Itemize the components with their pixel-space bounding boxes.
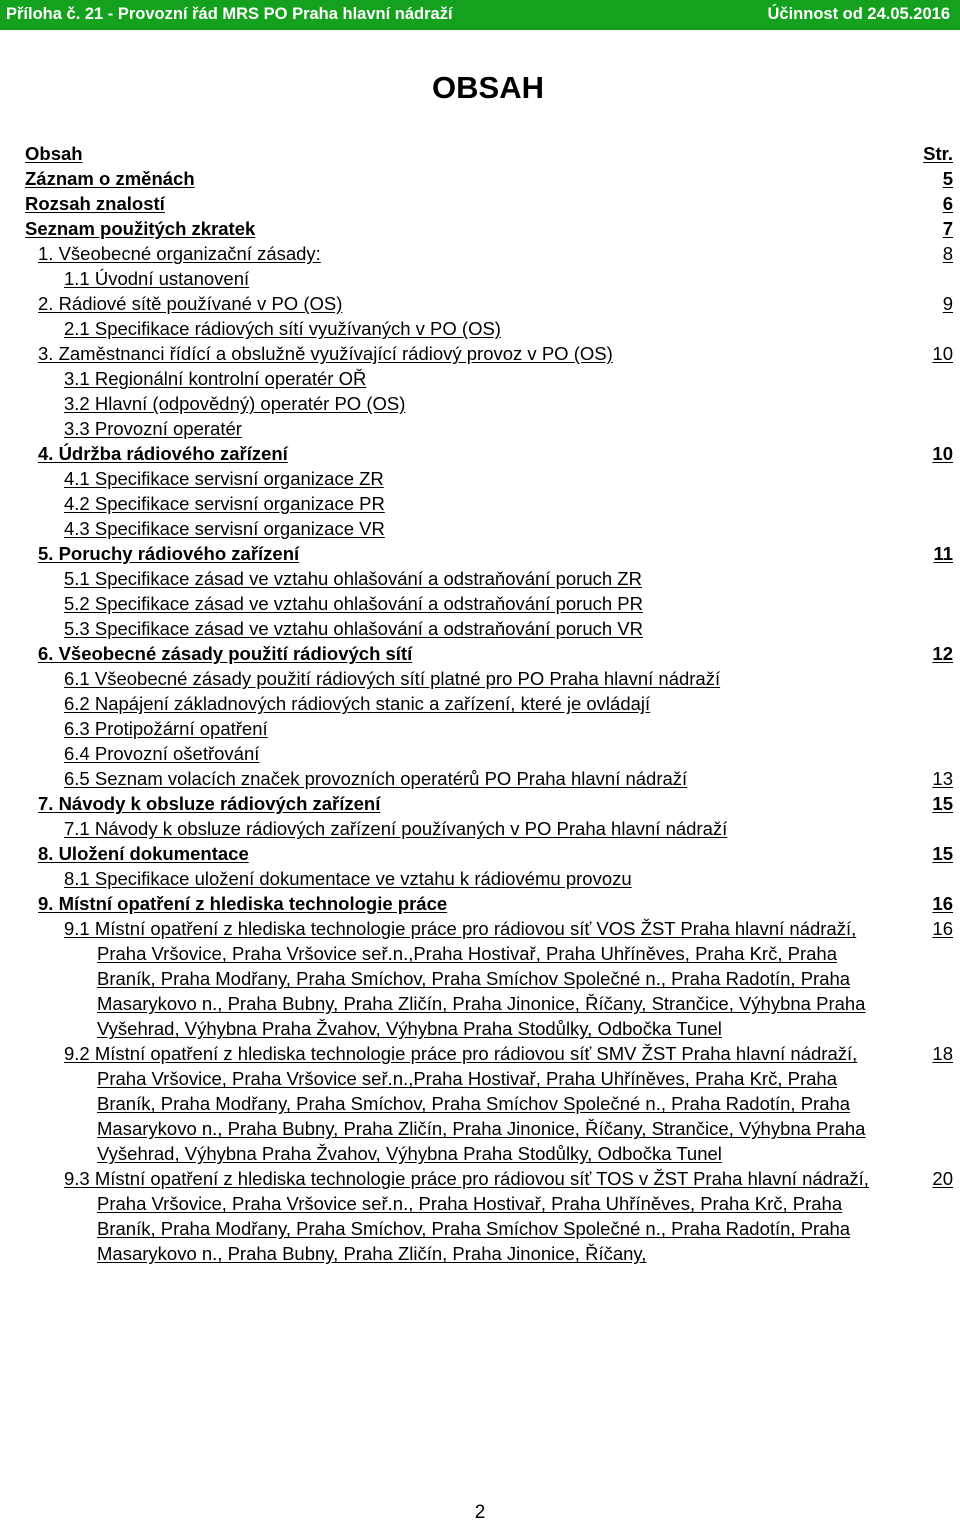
toc-entry-page: 10 — [932, 343, 953, 364]
toc-entry-page: 10 — [932, 443, 953, 464]
toc-entry-page — [893, 691, 953, 716]
toc-entry-title: 3.2 Hlavní (odpovědný) operatér PO (OS) — [64, 393, 406, 414]
header-document-title: Příloha č. 21 - Provozní řád MRS PO Praha hlavní nádraží — [6, 5, 453, 23]
toc-entry-title: 6.5 Seznam volacích značek provozních operatérů PO Praha hlavní nádraží — [64, 768, 688, 789]
toc-entry-page — [893, 716, 953, 741]
toc-entry-title: 6.4 Provozní ošetřování — [64, 743, 260, 764]
toc-entry-page: 18 — [932, 1043, 953, 1064]
toc-entry-page: 15 — [932, 843, 953, 864]
toc-entry-page — [893, 416, 953, 441]
toc-entry[interactable] — [25, 616, 953, 641]
toc-entry-title: Seznam použitých zkratek — [25, 218, 256, 239]
toc-entry-page — [893, 391, 953, 416]
toc-entry[interactable] — [25, 266, 953, 291]
toc-entry-title: Obsah — [25, 143, 83, 164]
toc-entry[interactable] — [25, 716, 953, 741]
toc-entry[interactable] — [25, 591, 953, 616]
toc-entry-page: 13 — [932, 768, 953, 789]
toc-entry-page — [893, 866, 953, 891]
toc-entry-page — [893, 816, 953, 841]
page-number: 2 — [474, 1502, 486, 1523]
toc-entry[interactable] — [25, 691, 953, 716]
toc-entry-page: 20 — [932, 1168, 953, 1189]
toc-entry-page — [893, 266, 953, 291]
toc-entry-title: 5. Poruchy rádiového zařízení — [38, 543, 300, 564]
toc-entry-title: 4. Údržba rádiového zařízení — [38, 443, 288, 464]
toc-entry[interactable] — [25, 366, 953, 391]
toc-entry[interactable] — [25, 541, 953, 566]
toc-entry-title: 3.1 Regionální kontrolní operatér OŘ — [64, 368, 367, 389]
toc-entry[interactable] — [25, 666, 953, 691]
toc-entry-page: 12 — [932, 643, 953, 664]
toc-entry-title: 6. Všeobecné zásady použití rádiových sítí — [38, 643, 413, 664]
toc-entry-page — [893, 616, 953, 641]
toc-entry-title: 6.1 Všeobecné zásady použití rádiových sítí platné pro PO Praha hlavní nádraží — [64, 668, 721, 689]
toc-entry[interactable] — [25, 166, 953, 191]
toc-entry[interactable] — [25, 816, 953, 841]
toc-entry-title: 5.3 Specifikace zásad ve vztahu ohlašování a odstraňování poruch VR — [64, 618, 643, 639]
toc-entry-page: 16 — [932, 918, 953, 939]
toc-entry-page: 6 — [942, 193, 953, 214]
toc-entry-title: 8.1 Specifikace uložení dokumentace ve vztahu k rádiovému provozu — [64, 868, 632, 889]
toc-entry[interactable] — [25, 866, 953, 891]
toc-entry[interactable] — [25, 1166, 953, 1266]
toc-entry-title: 1.1 Úvodní ustanovení — [64, 268, 250, 289]
toc-entry[interactable] — [25, 566, 953, 591]
toc-entry-title: 6.3 Protipožární opatření — [64, 718, 268, 739]
toc-entry-page — [893, 516, 953, 541]
toc-entry-title: 1. Všeobecné organizační zásady: — [38, 243, 321, 264]
toc-entry-page — [893, 491, 953, 516]
toc-entry-page: Str. — [923, 143, 953, 164]
toc-entry-page — [893, 591, 953, 616]
toc-entry-title: 9. Místní opatření z hlediska technologie práce — [38, 893, 448, 914]
toc-entry-title: 5.2 Specifikace zásad ve vztahu ohlašování a odstraňování poruch PR — [64, 593, 643, 614]
toc-entry[interactable] — [25, 141, 953, 166]
toc-entry-title: 8. Uložení dokumentace — [38, 843, 249, 864]
toc-entry-title: 2. Rádiové sítě používané v PO (OS) — [38, 293, 343, 314]
toc-entry-title: 3. Zaměstnanci řídící a obslužně využívající rádiový provoz v PO (OS) — [38, 343, 613, 364]
toc-entry[interactable] — [25, 291, 953, 316]
toc-entry-title: 7.1 Návody k obsluze rádiových zařízení používaných v PO Praha hlavní nádraží — [64, 818, 728, 839]
toc-entry-page: 8 — [942, 243, 953, 264]
toc-entry[interactable] — [25, 491, 953, 516]
toc-entry-title: 9.2 Místní opatření z hlediska technologie práce pro rádiovou síť SMV ŽST Praha hlavní nádraží, Praha Vršovice, Praha Vršovice seř.n.,Praha Hostivař, Praha Uhříněves, Praha Krč, Praha Braník, Praha Modřany, Praha Smíchov, Praha Smíchov Společné n., Praha Radotín, Praha Masarykovo n., Praha Bubny, Praha Zličín, Praha Jinonice, Říčany, Strančice, Výhybna Praha Vyšehrad, Výhybna Praha Žvahov, Výhybna Praha Stodůlky, Odbočka Tunel — [64, 1043, 866, 1164]
document-header-bar — [0, 0, 960, 30]
toc-entry-page — [893, 566, 953, 591]
toc-entry-title: 2.1 Specifikace rádiových sítí využívaných v PO (OS) — [64, 318, 501, 339]
toc-entry[interactable] — [25, 1041, 953, 1166]
toc-entry[interactable] — [25, 841, 953, 866]
toc-entry-page: 9 — [942, 293, 953, 314]
toc-entry-page: 16 — [932, 893, 953, 914]
toc-entry-title: Rozsah znalostí — [25, 193, 165, 214]
toc-entry-page — [893, 366, 953, 391]
toc-entry[interactable] — [25, 391, 953, 416]
toc-entry[interactable] — [25, 766, 953, 791]
toc-entry-title: 4.2 Specifikace servisní organizace PR — [64, 493, 385, 514]
toc-entry-page: 11 — [933, 543, 953, 564]
toc-entry-title: 4.1 Specifikace servisní organizace ZR — [64, 468, 384, 489]
toc-entry[interactable] — [25, 741, 953, 766]
toc-entry-page — [893, 666, 953, 691]
toc-entry-title: 3.3 Provozní operatér — [64, 418, 242, 439]
toc-entry-title: 9.3 Místní opatření z hlediska technologie práce pro rádiovou síť TOS v ŽST Praha hlavní nádraží, Praha Vršovice, Praha Vršovice seř.n., Praha Hostivař, Praha Uhříněves, Praha Krč, Praha Braník, Praha Modřany, Praha Smíchov, Praha Smíchov Společné n., Praha Radotín, Praha Masarykovo n., Praha Bubny, Praha Zličín, Praha Jinonice, Říčany, — [64, 1168, 869, 1264]
header-effective-date: Účinnost od 24.05.2016 — [767, 5, 950, 23]
toc-entry[interactable] — [25, 341, 953, 366]
toc-entry-page: 5 — [942, 168, 953, 189]
toc-entry[interactable] — [25, 416, 953, 441]
toc-entry[interactable] — [25, 441, 953, 466]
toc-entry-title: 5.1 Specifikace zásad ve vztahu ohlašování a odstraňování poruch ZR — [64, 568, 642, 589]
toc-entry-page — [893, 316, 953, 341]
toc-entry[interactable] — [25, 641, 953, 666]
toc-entry[interactable] — [25, 516, 953, 541]
toc-entry[interactable] — [25, 241, 953, 266]
toc-entry-page — [893, 741, 953, 766]
toc-entry-page: 7 — [942, 218, 953, 239]
table-of-contents — [25, 141, 953, 1266]
toc-entry[interactable] — [25, 466, 953, 491]
toc-entry[interactable] — [25, 316, 953, 341]
toc-entry[interactable] — [25, 216, 953, 241]
toc-entry[interactable] — [25, 791, 953, 816]
toc-entry[interactable] — [25, 916, 953, 1041]
toc-entry-title: 9.1 Místní opatření z hlediska technologie práce pro rádiovou síť VOS ŽST Praha hlavní nádraží, Praha Vršovice, Praha Vršovice seř.n.,Praha Hostivař, Praha Uhříněves, Praha Krč, Praha Braník, Praha Modřany, Praha Smíchov, Praha Smíchov Společné n., Praha Radotín, Praha Masarykovo n., Praha Bubny, Praha Zličín, Praha Jinonice, Říčany, Strančice, Výhybna Praha Vyšehrad, Výhybna Praha Žvahov, Výhybna Praha Stodůlky, Odbočka Tunel — [64, 918, 866, 1039]
toc-entry-page: 15 — [932, 793, 953, 814]
toc-entry-title: Záznam o změnách — [25, 168, 195, 189]
toc-entry-title: 7. Návody k obsluze rádiových zařízení — [38, 793, 381, 814]
page-title: OBSAH — [432, 70, 544, 105]
toc-entry-page — [893, 466, 953, 491]
toc-entry[interactable] — [25, 191, 953, 216]
toc-entry-title: 4.3 Specifikace servisní organizace VR — [64, 518, 385, 539]
toc-entry-title: 6.2 Napájení základnových rádiových stanic a zařízení, které je ovládají — [64, 693, 651, 714]
toc-entry[interactable] — [25, 891, 953, 916]
